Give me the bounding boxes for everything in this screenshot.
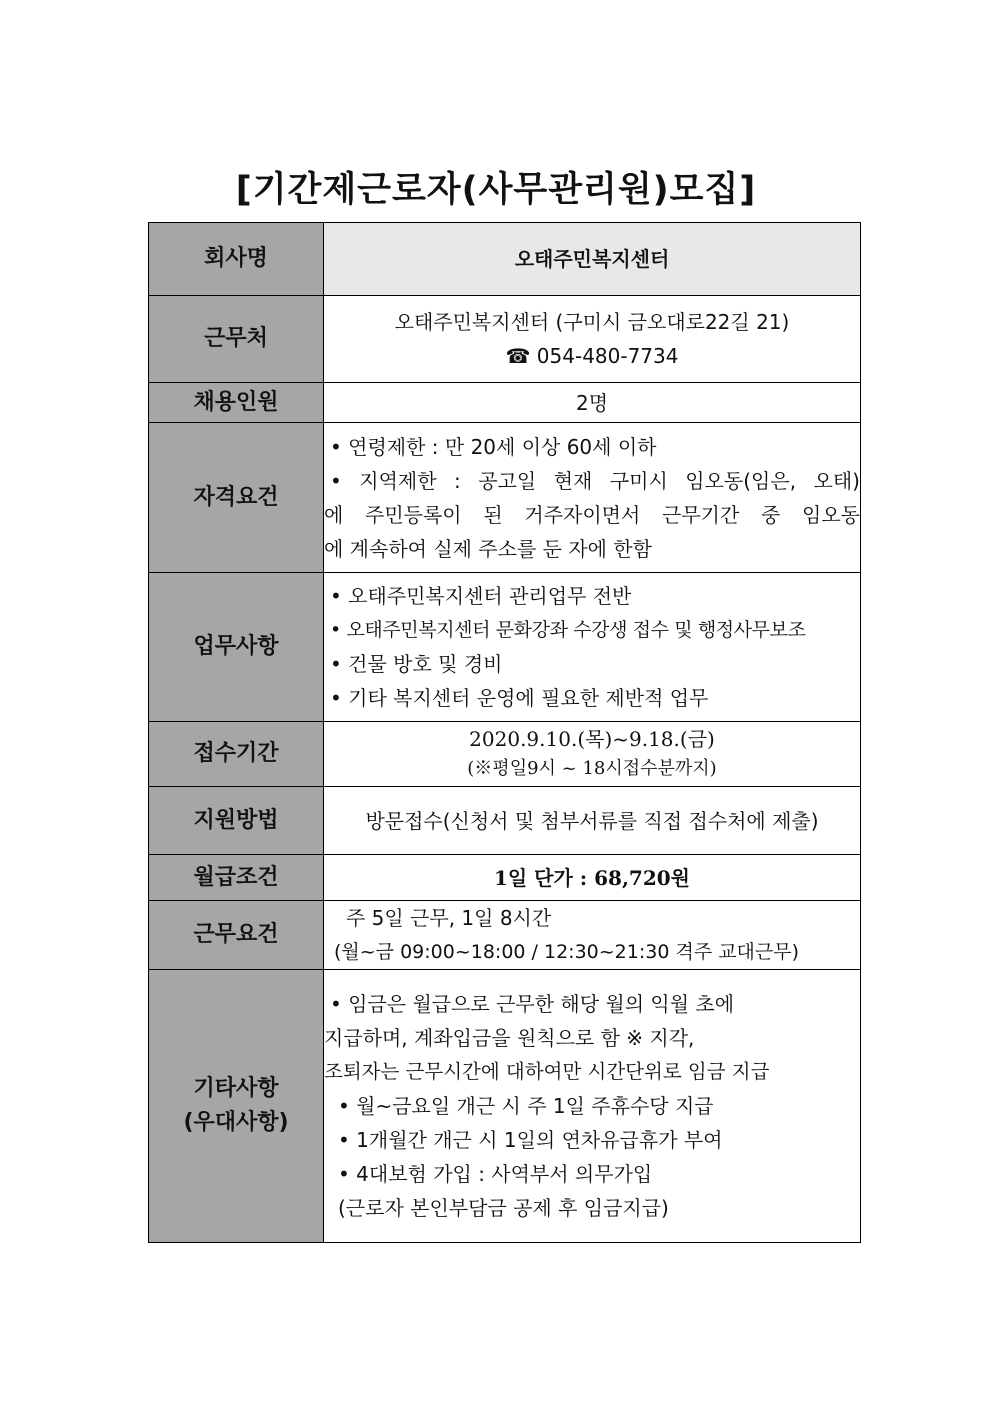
row-hours — [149, 901, 861, 970]
workplace-address: 오태주민복지센터 (구미시 금오대로22길 21) — [394, 310, 790, 334]
job-posting-table — [148, 222, 861, 1243]
page-title: [기간제근로자(사무관리원)모집] — [235, 170, 757, 210]
period-cell — [324, 722, 861, 787]
etc-line: • 임금은 월급으로 근무한 해당 월의 익월 초에 — [330, 992, 735, 1016]
row-headcount — [149, 383, 861, 423]
period-dates: 2020.9.10.(목)~9.18.(금) — [469, 727, 715, 751]
etc-line: • 1개월간 개근 시 1일의 연차유급휴가 부여 — [338, 1128, 723, 1152]
hours-schedule: (월~금 09:00~18:00 / 12:30~21:30 격주 교대근무) — [334, 941, 800, 963]
company-name: 오태주민복지센터 — [324, 223, 861, 296]
etc-line: 지급하며, 계좌입금을 원칙으로 함 ※ 지각, — [324, 1026, 695, 1050]
label-period: 접수기간 — [149, 722, 324, 787]
row-salary — [149, 855, 861, 901]
phone-icon: ☎ — [505, 344, 531, 368]
qualification-line: • 지역제한 : 공고일 현재 구미시 임오동(임은, 오태) — [330, 468, 860, 493]
etc-line: 조퇴자는 근무시간에 대하여만 시간단위로 임금 지급 — [324, 1060, 770, 1083]
label-salary: 월급조건 — [149, 855, 324, 901]
etc-line: (근로자 본인부담금 공제 후 임금지급) — [338, 1196, 669, 1220]
row-period — [149, 722, 861, 787]
label-company: 회사명 — [149, 223, 324, 296]
label-headcount: 채용인원 — [149, 383, 324, 423]
row-method — [149, 787, 861, 855]
label-etc — [149, 970, 324, 1243]
etc-cell — [324, 970, 861, 1243]
qualification-cell — [324, 423, 861, 573]
qualification-line: 에 계속하여 실제 주소를 둔 자에 한함 — [324, 536, 652, 561]
qualification-line: • 연령제한 : 만 20세 이상 60세 이하 — [330, 434, 657, 459]
row-qualification — [149, 423, 861, 573]
duties-cell — [324, 573, 861, 722]
label-workplace: 근무처 — [149, 296, 324, 383]
duty-item: • 기타 복지센터 운영에 필요한 제반적 업무 — [330, 686, 709, 710]
salary-value: 1일 단가 : 68,720원 — [324, 855, 861, 901]
row-workplace — [149, 296, 861, 383]
label-qualification: 자격요건 — [149, 423, 324, 573]
workplace-phone: 054-480-7734 — [536, 344, 679, 368]
hours-summary: 주 5일 근무, 1일 8시간 — [346, 906, 552, 930]
row-duties — [149, 573, 861, 722]
duty-item: • 건물 방호 및 경비 — [330, 652, 503, 676]
duty-item: • 오태주민복지센터 관리업무 전반 — [330, 584, 632, 608]
label-hours: 근무요건 — [149, 901, 324, 970]
workplace-phone-line — [324, 339, 860, 373]
qualification-line: 에 주민등록이 된 거주자이면서 근무기간 중 임오동 — [324, 502, 860, 527]
hours-cell — [324, 901, 861, 970]
duty-item: • 오태주민복지센터 문화강좌 수강생 접수 및 행정사무보조 — [330, 619, 806, 641]
headcount-value: 2명 — [324, 383, 861, 423]
method-value: 방문접수(신청서 및 첨부서류를 직접 접수처에 제출) — [324, 787, 861, 855]
label-etc-sub: (우대사항) — [183, 1110, 289, 1135]
label-duties: 업무사항 — [149, 573, 324, 722]
workplace-cell — [324, 296, 861, 383]
etc-line: • 4대보험 가입 : 사역부서 의무가입 — [338, 1162, 653, 1186]
label-method: 지원방법 — [149, 787, 324, 855]
period-hours: (※평일9시 ~ 18시접수분까지) — [467, 758, 717, 779]
row-etc — [149, 970, 861, 1243]
label-etc-main: 기타사항 — [193, 1076, 279, 1101]
etc-line: • 월~금요일 개근 시 주 1일 주휴수당 지급 — [338, 1094, 714, 1118]
row-company — [149, 223, 861, 296]
